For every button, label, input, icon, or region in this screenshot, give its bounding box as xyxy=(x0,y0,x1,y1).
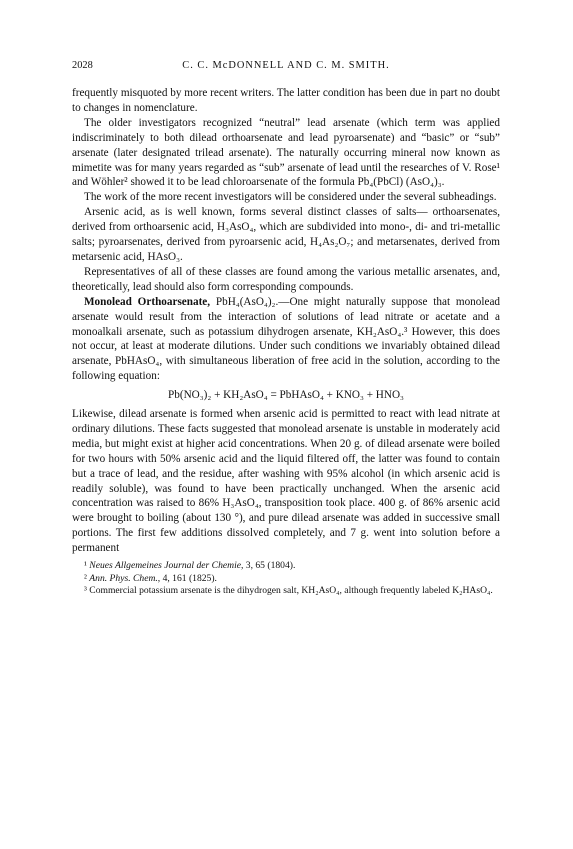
paragraph: The older investigators recognized “neutral” lead arsenate (which term was applied indiscriminately to both dilead orthoarsenate and lead pyroarsenate) and “basic” or “sub” arsenate (later designated trilead arsenate). The naturally occurring mineral now known as mimetite was for many years regarded as “sub” arsenate of lead until the researches of V. Rose¹ and Wöhler² showed it to be lead chloroarsenate of the formula Pb₄(PbCl) (AsO₄)₃. xyxy=(72,116,500,189)
body-text xyxy=(72,86,500,556)
footnote-ref: 4, 161 (1825). xyxy=(160,572,217,584)
footnotes xyxy=(72,560,500,597)
footnote-source: Neues Allgemeines Journal der Chemie, xyxy=(89,560,244,572)
page-header xyxy=(72,60,500,76)
footnote-mark: ³ xyxy=(84,584,87,596)
footnote-mark: ¹ xyxy=(84,560,87,572)
section-text: PbH₄(AsO₄)₂.—One might naturally suppose that monolead arsenate would result from the interaction of solutions of lead nitrate or acetate and a monoalkali arsenate, such as potassium dihydrogen arsenate, KH₂AsO₄.³ However, this does not occur, at least at moderate dilutions. Under such conditions we invariably obtained dilead arsenate, PbHAsO₄, with simultaneous liberation of free acid in the solution, according to the following equation: xyxy=(72,295,500,383)
footnote xyxy=(72,560,500,572)
page-number: 2028 xyxy=(72,60,93,71)
equation: Pb(NO₃)₂ + KH₂AsO₄ = PbHAsO₄ + KNO₃ + HNO₃ xyxy=(168,389,404,402)
footnote-ref: 3, 65 (1804). xyxy=(243,560,296,572)
paragraph: The work of the more recent investigators will be considered under the several subheadings. xyxy=(84,191,497,204)
footnote xyxy=(72,573,500,585)
paragraph: Arsenic acid, as is well known, forms several distinct classes of salts— orthoarsenates, derived from orthoarsenic acid, H₃AsO₄, which are subdivided into mono-, di- and tri-metallic salts; pyroarsenates, derived from pyroarsenic acid, H₄As₂O₇; and metarsenates, derived from metarsenic acid, HAsO₃. xyxy=(72,206,500,263)
section-heading: Monolead Orthoarsenate, xyxy=(84,295,211,308)
paragraph: Representatives of all of these classes are found among the various metallic arsenates, and, theoretically, lead should also form corresponding compounds. xyxy=(72,265,500,293)
footnote-source: Ann. Phys. Chem., xyxy=(89,572,161,584)
section-paragraph xyxy=(72,295,500,384)
page xyxy=(72,60,500,597)
paragraph: Likewise, dilead arsenate is formed when arsenic acid is permitted to react with lead nitrate at ordinary dilutions. These facts suggested that monolead arsenate is unstable in moderately acid media, but might exist at higher acid concentrations. When 20 g. of dilead arsenate were boiled for two hours with 50% arsenic acid and the liquid filtered off, the latter was found to contain but a trace of lead, and the residue, after washing with 95% alcohol (in which arsenic acid is readily soluble), was found to have been practically unchanged. When the arsenic acid concentration was raised to 86% H₃AsO₄, transposition took place. 400 g. of 86% arsenic acid were brought to boiling (about 130 °), and pure dilead arsenate was added in successive small portions. The first few additions dissolved completely, and 7 g. went into solution before a permanent xyxy=(72,408,500,555)
running-head: C. C. McDONNELL AND C. M. SMITH. xyxy=(182,60,390,71)
footnote xyxy=(72,585,500,597)
footnote-ref: Commercial potassium arsenate is the dihydrogen salt, KH₂AsO₄, although frequently labeled K₂HAsO₄. xyxy=(89,584,493,596)
footnote-mark: ² xyxy=(84,572,87,584)
paragraph: frequently misquoted by more recent writers. The latter condition has been due in part no doubt to changes in nomenclature. xyxy=(72,87,500,114)
